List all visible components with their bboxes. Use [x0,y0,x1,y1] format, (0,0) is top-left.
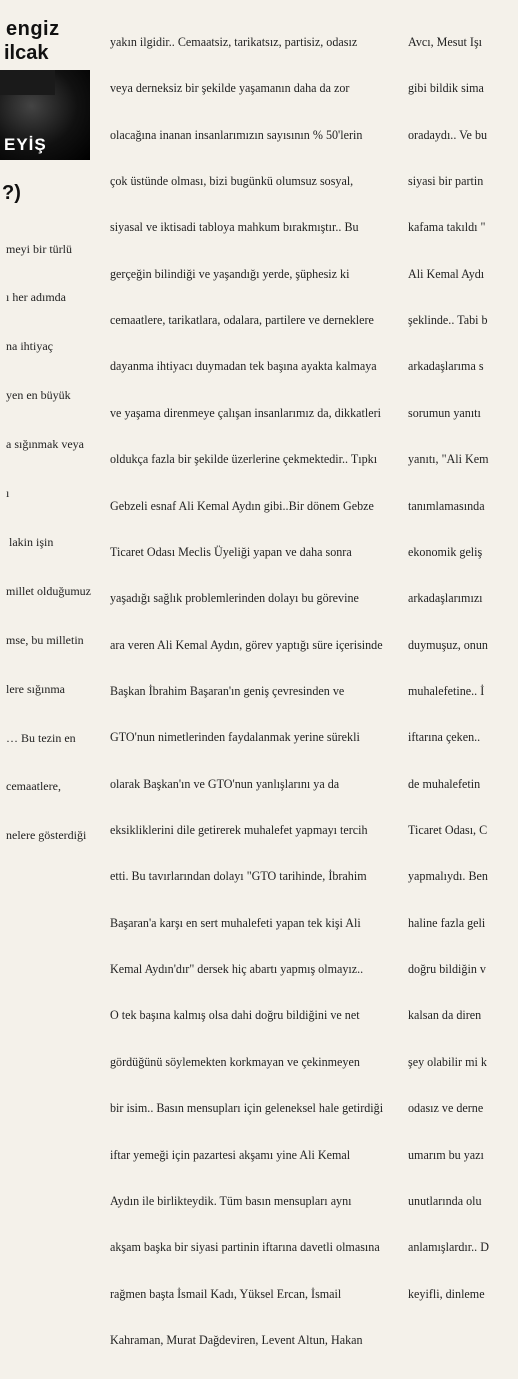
text-line: Aydın ile birlikteydik. Tüm basın mensupları aynı [110,1193,352,1208]
text-line: akşam başka bir siyasi partinin iftarına davetli olmasına [110,1240,380,1255]
text-line: mse, bu milletin [6,632,84,647]
text-line: ve yaşama direnmeye çalışan insanlarımız da, dikkatleri [110,405,381,420]
text-line: cemaatlere, tarikatlara, odalara, partilere ve derneklere [110,313,374,328]
columnist-name-line2: ilcak [4,42,49,64]
text-line: arkadaşlarımızı [408,591,483,606]
article-title-fragment: ?) [2,182,21,204]
text-line: GTO'nun nimetlerinden faydalanmak yerine sürekli [110,730,360,745]
text-line: şeklinde.. Tabi b [408,313,488,328]
text-line: muhalefetine.. İ [408,683,485,698]
text-line: nelere gösterdiği [6,828,87,843]
text-line: yapmalıydı. Ben [408,869,488,884]
text-line: lakin işin [6,534,54,549]
text-line: keyifli, dinleme [408,1286,485,1301]
text-line: anlamışlardır.. D [408,1240,489,1255]
text-line: çok üstünde olması, bizi bugünkü olumsuz sosyal, [110,173,354,188]
text-line: yakın ilgidir.. Cemaatsiz, tarikatsız, partisiz, odasız [110,34,358,49]
text-line: Başkan İbrahim Başaran'ın geniş çevresinden ve [110,683,345,698]
text-line: Ali Kemal Aydı [408,266,485,281]
text-line: Kahraman, Murat Dağdeviren, Levent Altun, Hakan [110,1332,363,1347]
text-line: gördüğünü söylemekten korkmayan ve çekinmeyen [110,1054,360,1069]
text-line: iftar yemeği için pazartesi akşamı yine Ali Kemal [110,1147,351,1162]
text-line: siyasi bir partin [408,173,484,188]
text-line: oradaydı.. Ve bu [408,127,488,142]
text-line: meyi bir türlü [6,241,72,256]
text-line: ı [6,486,10,501]
text-line: haline fazla geli [408,915,486,930]
text-line: … Bu tezin en [6,730,76,745]
columnist-name-line1: engiz [6,18,60,40]
right-column-fragment [408,4,518,1333]
text-line: eksikliklerini dile getirerek muhalefet yapmayı tercih [110,823,368,838]
text-line: tanımlamasında [408,498,485,513]
text-line: kalsan da diren [408,1008,482,1023]
columnist-header [0,0,97,180]
text-line: siyasal ve iktisadi tabloya mahkum bırakmıştır.. Bu [110,220,359,235]
text-line: Ticaret Odası, C [408,823,488,838]
text-line: umarım bu yazı [408,1147,484,1162]
text-line: lere sığınma [6,681,65,696]
text-line: doğru bildiğin v [408,962,486,977]
text-line: Avcı, Mesut Işı [408,34,483,49]
text-line: unutlarında olu [408,1193,482,1208]
text-line: rağmen başta İsmail Kadı, Yüksel Ercan, İsmail [110,1286,342,1301]
text-line: olarak Başkan'ın ve GTO'nun yanlışlarını ya da [110,776,340,791]
text-line: Ticaret Odası Meclis Üyeliği yapan ve daha sonra [110,544,352,559]
text-line: de muhalefetin [408,776,481,791]
text-line: Kemal Aydın'dır" dersek hiç abartı yapmış olmayız.. [110,962,364,977]
text-line: olacağına inanan insanlarımızın sayısının % 50'lerin [110,127,363,142]
text-line: gibi bildik sima [408,81,484,96]
text-line: duymuşuz, onun [408,637,488,652]
text-line: veya derneksiz bir şekilde yaşamanın daha da zor [110,81,350,96]
text-line: bir isim.. Basın mensupları için geleneksel hale getirdiği [110,1101,384,1116]
text-line: cemaatlere, [6,779,61,794]
text-line: odasız ve derne [408,1101,484,1116]
text-line: millet olduğumuz [6,583,91,598]
text-line: oldukça fazla bir şekilde üzerlerine çekmektedir.. Tıpkı [110,452,378,467]
text-line: yen en büyük [6,388,71,403]
text-line: arkadaşlarıma s [408,359,484,374]
text-line: gerçeğin bilindiği ve yaşandığı yerde, şüphesiz ki [110,266,350,281]
text-line: dayanma ihtiyacı duymadan tek başına ayakta kalmaya [110,359,377,374]
middle-column [110,4,390,1379]
text-line: sorumun yanıtı [408,405,481,420]
left-column-fragment [0,0,100,843]
text-line: na ihtiyaç [6,339,53,354]
columnist-photo-hair [0,70,55,95]
text-line: ekonomik geliş [408,544,483,559]
text-line: kafama takıldı " [408,220,486,235]
column-byline: EYİŞ [4,135,47,154]
text-line: Başaran'a karşı en sert muhalefeti yapan tek kişi Ali [110,915,361,930]
text-line: yanıtı, "Ali Kem [408,452,489,467]
text-line: ı her adımda [6,290,66,305]
text-line: O tek başına kalmış olsa dahi doğru bildiğini ve net [110,1008,360,1023]
text-line: ara veren Ali Kemal Aydın, görev yaptığı süre içerisinde [110,637,383,652]
text-line: iftarına çeken.. [408,730,481,745]
text-line: Gebzeli esnaf Ali Kemal Aydın gibi..Bir dönem Gebze [110,498,374,513]
text-line: yaşadığı sağlık problemlerinden dolayı bu görevine [110,591,359,606]
text-line: a sığınmak veya [6,437,84,452]
text-line: etti. Bu tavırlarından dolayı "GTO tarihinde, İbrahim [110,869,367,884]
text-line: şey olabilir mi k [408,1054,487,1069]
